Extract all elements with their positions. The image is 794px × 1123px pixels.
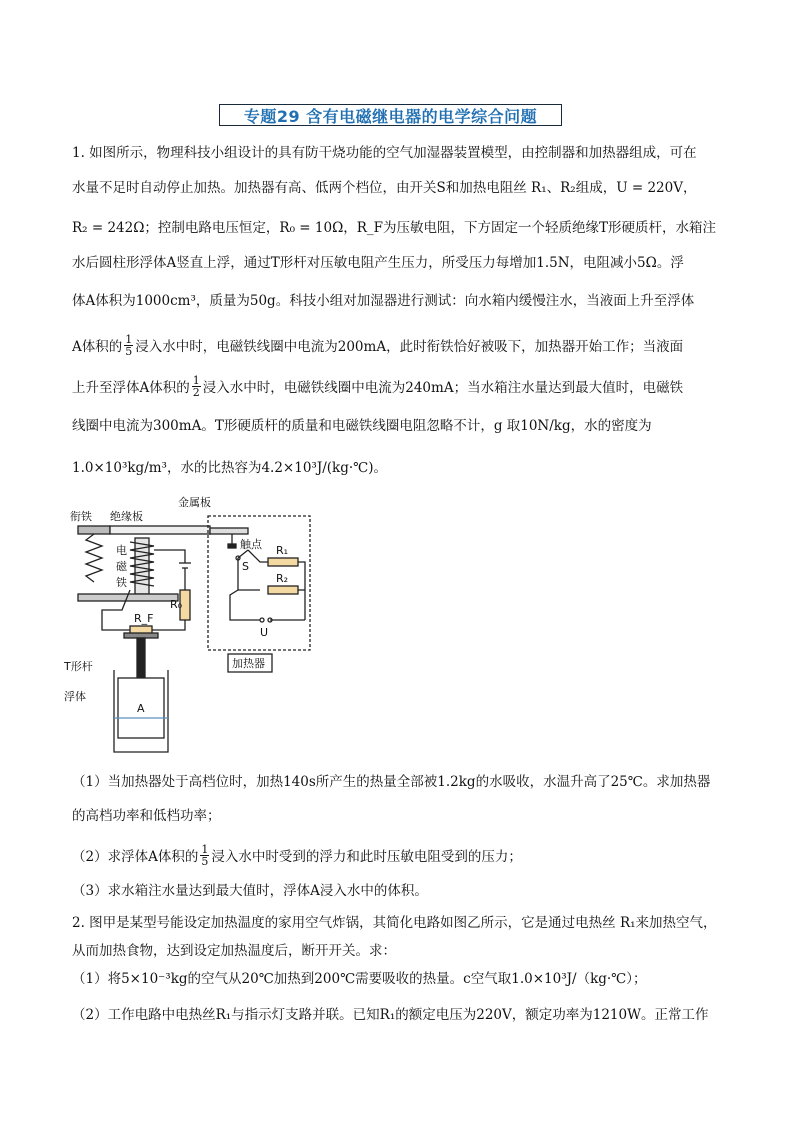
heater-box bbox=[208, 516, 310, 650]
q1-line-6a: A体积的 bbox=[72, 339, 123, 355]
r1-resistor bbox=[268, 558, 298, 566]
q1-sub2 bbox=[72, 843, 732, 869]
wire bbox=[238, 580, 260, 590]
spring bbox=[86, 534, 102, 582]
insulator-plate bbox=[110, 526, 210, 534]
metal-plate bbox=[210, 528, 248, 534]
q1-sub2a: （2）求浮体A体积的 bbox=[72, 849, 199, 865]
q1-line-7a: 上升至浮体A体积的 bbox=[72, 380, 190, 396]
label-armature: 衔铁 bbox=[70, 510, 92, 523]
q1-line-3: R₂ = 242Ω；控制电路电压恒定，R₀ = 10Ω，R_F为压敏电阻，下方固定一个轻质绝缘T形硬质杆，水箱注 bbox=[72, 220, 717, 236]
label-insulator: 绝缘板 bbox=[110, 510, 143, 523]
label-electromagnet-2: 磁 bbox=[116, 560, 127, 573]
contact-point bbox=[228, 544, 236, 548]
q1-sub3: （3）求水箱注水量达到最大值时，浮体A浸入水中的体积。 bbox=[72, 883, 428, 899]
q2-sub1: （1）将5×10⁻³kg的空气从20℃加热到200℃需要吸收的热量。c空气取1.0×10³J/（kg·℃）； bbox=[72, 971, 647, 987]
q1-line-2: 水量不足时自动停止加热。加热器有高、低两个档位，由开关S和加热电阻丝 R₁、R₂组成，U = 220V， bbox=[72, 180, 697, 196]
q1-line-6 bbox=[72, 333, 732, 359]
q1-line-7b: 浸入水中时，电磁铁线圈中电流为240mA；当水箱注水量达到最大值时，电磁铁 bbox=[202, 380, 684, 396]
label-t-bar: T形杆 bbox=[64, 660, 93, 673]
label-rf: R_F bbox=[134, 612, 154, 625]
page-title: 专题29 含有电磁继电器的电学综合问题 bbox=[219, 104, 562, 126]
terminal bbox=[260, 618, 264, 622]
fraction-one-half: $\frac{1}{2}$ bbox=[192, 374, 200, 399]
label-float: 浮体 bbox=[64, 690, 86, 703]
t-bar-stem bbox=[137, 638, 145, 678]
q1-sub1-line-1: （1）当加热器处于高档位时，加热140s所产生的热量全部被1.2kg的水吸收，水温升高了25℃。求加热器 bbox=[72, 774, 711, 790]
wire bbox=[230, 590, 260, 620]
label-heater: 加热器 bbox=[232, 657, 265, 670]
label-r0: R₀ bbox=[170, 598, 183, 611]
electromagnet-coil bbox=[130, 542, 154, 586]
label-r1: R₁ bbox=[276, 544, 289, 557]
q1-line-1: 1. 如图所示，物理科技小组设计的具有防干烧功能的空气加湿器装置模型，由控制器和加热器组成，可在 bbox=[72, 145, 697, 161]
q1-line-8: 线圈中电流为300mA。T形硬质杆的质量和电磁铁线圈电阻忽略不计，g 取10N/kg，水的密度为 bbox=[72, 418, 652, 434]
label-electromagnet-3: 铁 bbox=[116, 576, 127, 589]
label-contact: 触点 bbox=[240, 538, 262, 551]
label-a: A bbox=[137, 702, 145, 715]
label-u: U bbox=[260, 626, 269, 639]
q1-line-4: 水后圆柱形浮体A竖直上浮，通过T形杆对压敏电阻产生压力，所受压力每增加1.5N，电阻减小5Ω。浮 bbox=[72, 255, 684, 271]
label-switch: S bbox=[242, 560, 249, 573]
q1-line-9: 1.0×10³kg/m³，水的比热容为4.2×10³J/(kg·℃)。 bbox=[72, 460, 388, 476]
switch-blade bbox=[238, 550, 248, 558]
r2-resistor bbox=[268, 586, 298, 594]
q1-line-5: 体A体积为1000cm³，质量为50g。科技小组对加湿器进行测试：向水箱内缓慢注水，当液面上升至浮体 bbox=[72, 293, 695, 309]
q2-line-1: 2. 图甲是某型号能设定加热温度的家用空气炸锅，其简化电路如图乙所示，它是通过电热丝 R₁来加热空气， bbox=[72, 915, 717, 931]
label-metal-plate: 金属板 bbox=[178, 496, 211, 509]
q1-line-6b: 浸入水中时，电磁铁线圈中电流为200mA，此时衔铁恰好被吸下，加热器开始工作；当液面 bbox=[135, 339, 684, 355]
electromagnet-core bbox=[135, 538, 149, 594]
wire bbox=[154, 550, 185, 563]
armature-plate bbox=[78, 526, 110, 534]
q1-line-7 bbox=[72, 374, 732, 400]
fraction-one-fifth: $\frac{1}{5}$ bbox=[125, 333, 133, 358]
circuit-diagram bbox=[60, 490, 330, 760]
label-r2: R₂ bbox=[276, 572, 289, 585]
q2-line-2: 从而加热食物，达到设定加热温度后，断开开关。求： bbox=[72, 943, 396, 959]
q1-sub1-line-2: 的高档功率和低档功率； bbox=[72, 808, 221, 824]
q2-sub2: （2）工作电路中电热丝R₁与指示灯支路并联。已知R₁的额定电压为220V，额定功率为1210W。正常工作 bbox=[72, 1007, 709, 1023]
fraction-one-fifth-2: $\frac{1}{5}$ bbox=[201, 843, 209, 868]
q1-sub2b: 浸入水中时受到的浮力和此时压敏电阻受到的压力； bbox=[211, 849, 522, 865]
wire bbox=[152, 620, 185, 630]
label-electromagnet-1: 电 bbox=[116, 544, 127, 557]
t-bar-top bbox=[124, 633, 158, 638]
